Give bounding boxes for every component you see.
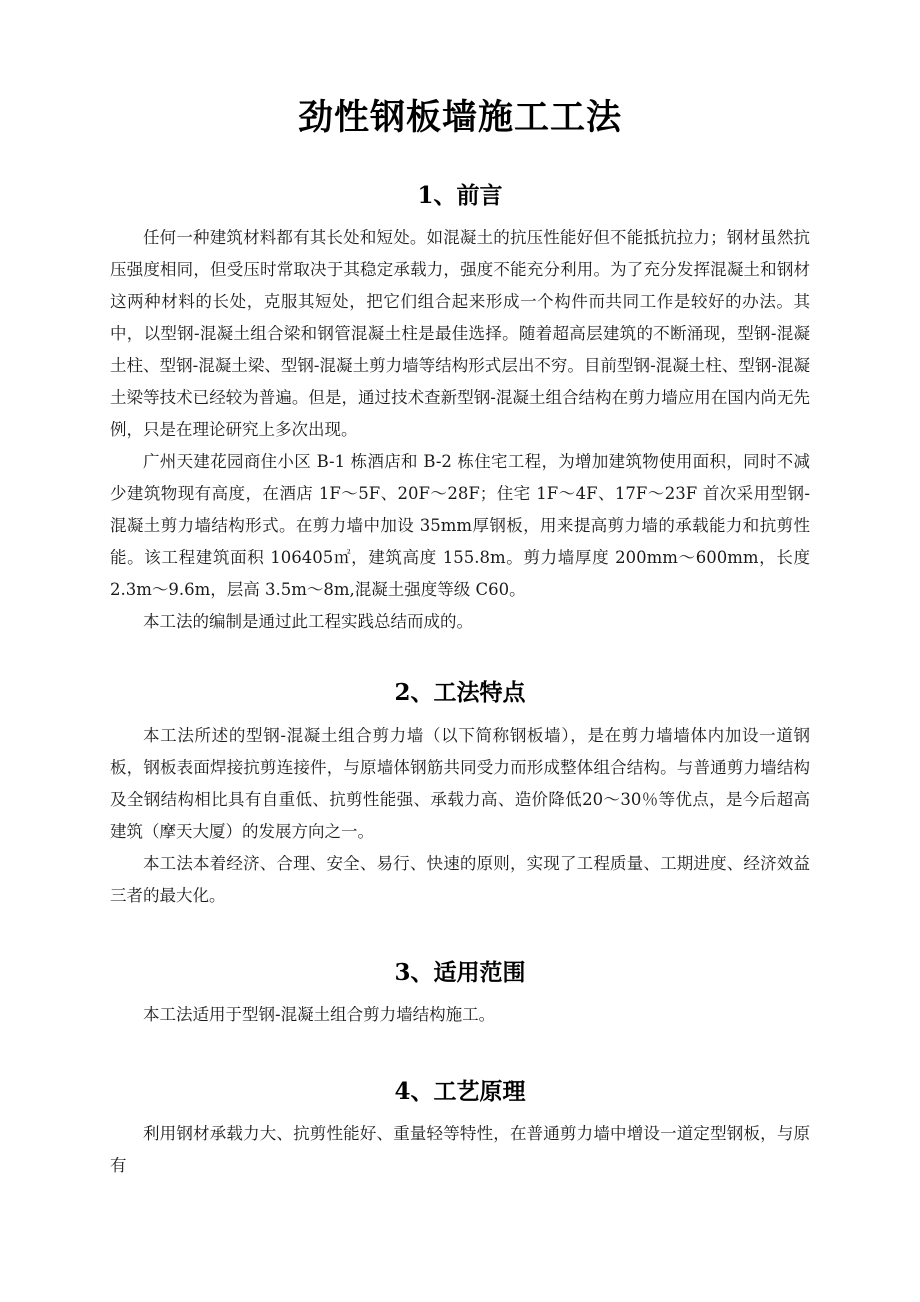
- section-heading-4: 4、工艺原理: [394, 1077, 526, 1105]
- section-heading-1: 1、前言: [417, 182, 503, 209]
- paragraph: 本工法适用于型钢-混凝土组合剪力墙结构施工。: [143, 1004, 496, 1024]
- paragraph: 本工法的编制是通过此工程实践总结而成的。: [143, 612, 473, 632]
- paragraph: 任何一种建筑材料都有其长处和短处。如混凝土的抗压性能好但不能抵抗拉力；钢材虽然抗压强度相同，但受压时常取决于其稳定承载力，强度不能充分利用。为了充分发挥混凝土和钢材这两种材料的长处，克服其短处，把它们组合起来形成一个构件而共同工作是较好的办法。其中，以型钢-混凝土组合梁和钢管混凝土柱是最佳选择。随着超高层建筑的不断涌现，型钢-混凝土柱、型钢-混凝土梁、型钢-混凝土剪力墙等结构形式层出不穷。目前型钢-混凝土柱、型钢-混凝土梁等技术已经较为普遍。但是，通过技术查新型钢-混凝土组合结构在剪力墙应用在国内尚无先例，只是在理论研究上多次出现。: [110, 228, 810, 440]
- paragraph: 本工法本着经济、合理、安全、易行、快速的原则，实现了工程质量、工期进度、经济效益三者的最大化。: [110, 853, 810, 905]
- page-title: 劲性钢板墙施工工法: [297, 97, 622, 138]
- document-content: [110, 0, 810, 1182]
- paragraph: 本工法所述的型钢-混凝土组合剪力墙（以下简称钢板墙），是在剪力墙墙体内加设一道钢板，钢板表面焊接抗剪连接件，与原墙体钢筋共同受力而形成整体组合结构。与普通剪力墙结构及全钢结构相比具有自重低、抗剪性能强、承载力高、造价降低20～30％等优点，是今后超高建筑（摩天大厦）的发展方向之一。: [110, 725, 810, 841]
- section-heading-2: 2、工法特点: [394, 679, 526, 707]
- section-heading-3: 3、适用范围: [394, 958, 526, 986]
- paragraph: 利用钢材承载力大、抗剪性能好、重量轻等特性，在普通剪力墙中增设一道定型钢板，与原有: [110, 1124, 810, 1176]
- paragraph: 广州天建花园商住小区 B-1 栋酒店和 B-2 栋住宅工程，为增加建筑物使用面积，同时不减少建筑物现有高度，在酒店 1F～5F、20F～28F；住宅 1F～4F、17F～23F 首次采用型钢-混凝土剪力墙结构形式。在剪力墙中加设 35mm厚钢板，用来提高剪力墙的承载能力和抗剪性能。该工程建筑面积 106405㎡，建筑高度 155.8m。剪力墙厚度 200mm～600mm，长度 2.3m～9.6m，层高 3.5m～8m,混凝土强度等级 C60。: [110, 452, 810, 600]
